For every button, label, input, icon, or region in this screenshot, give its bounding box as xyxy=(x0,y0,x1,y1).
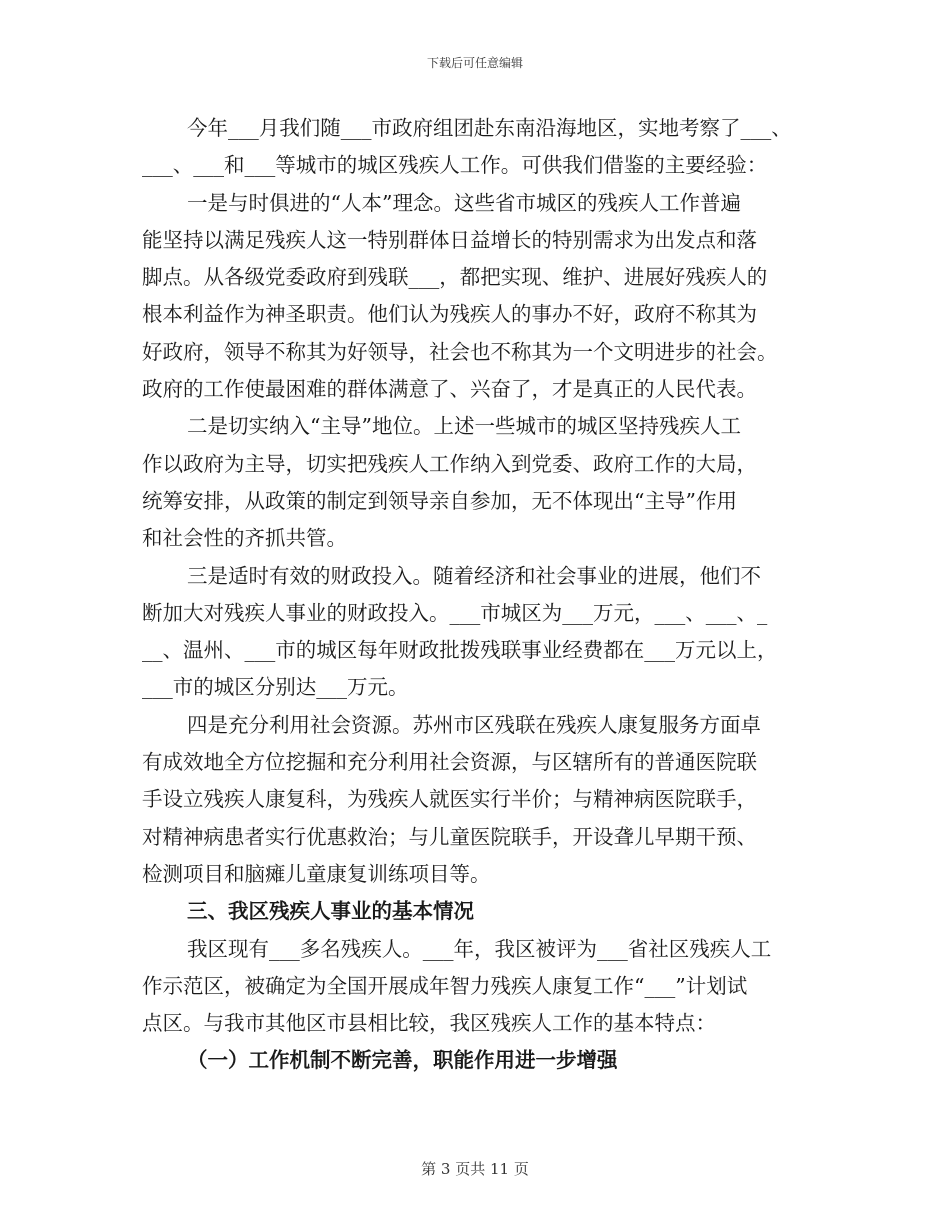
text-line: 作示范区，被确定为全国开展成年智力残疾人康复工作“___”计划试 xyxy=(142,973,748,998)
text-line: 四是充分利用社会资源。苏州市区残联在残疾人康复服务方面卓 xyxy=(187,712,761,737)
text-line: 统筹安排，从政策的制定到领导亲自参加，无不体现出“主导”作用 xyxy=(142,488,737,513)
text-line: 脚点。从各级党委政府到残联___，都把实现、维护、进展好残疾人的 xyxy=(142,265,768,290)
text-line: 断加大对残疾人事业的财政投入。___市城区为___万元，___、___、_ xyxy=(142,600,768,625)
text-line: ___、___和___等城市的城区残疾人工作。可供我们借鉴的主要经验： xyxy=(142,153,768,178)
text-line: 对精神病患者实行优惠救治；与儿童医院联手，开设聋儿早期干预、 xyxy=(142,824,757,849)
page-header: 下载后可任意编辑 xyxy=(426,56,523,70)
text-line: 检测项目和脑瘫儿童康复训练项目等。 xyxy=(142,861,491,886)
text-line: 能坚持以满足残疾人这一特别群体日益增长的特别需求为出发点和落 xyxy=(142,227,757,252)
text-line: 三是适时有效的财政投入。随着经济和社会事业的进展，他们不 xyxy=(187,563,761,588)
document-body xyxy=(142,110,807,1080)
text-line: 政府的工作使最困难的群体满意了、兴奋了，才是真正的人民代表。 xyxy=(142,377,757,402)
text-line: 我区现有___多名残疾人。___年，我区被评为___省社区残疾人工 xyxy=(187,936,772,961)
text-line: ___市的城区分别达___万元。 xyxy=(142,675,409,700)
text-line: 作以政府为主导，切实把残疾人工作纳入到党委、政府工作的大局， xyxy=(142,451,757,476)
text-line: 二是切实纳入“主导”地位。上述一些城市的城区坚持残疾人工 xyxy=(187,414,741,439)
text-line: 好政府，领导不称其为好领导，社会也不称其为一个文明进步的社会。 xyxy=(142,339,778,364)
text-line: 手设立残疾人康复科，为残疾人就医实行半价；与精神病医院联手， xyxy=(142,787,757,812)
section-heading: （一）工作机制不断完善，职能作用进一步增强 xyxy=(187,1048,618,1073)
text-line: 今年___月我们随___市政府组团赴东南沿海地区，实地考察了___、 xyxy=(187,116,792,140)
text-line: __、温州、___市的城区每年财政批拨残联事业经费都在___万元以上， xyxy=(142,638,778,663)
text-line: 根本利益作为神圣职责。他们认为残疾人的事办不好，政府不称其为 xyxy=(142,302,757,327)
page-footer: 第 3 页共 11 页 xyxy=(421,1160,529,1178)
text-line: 点区。与我市其他区市县相比较，我区残疾人工作的基本特点： xyxy=(142,1011,716,1036)
section-heading: 三、我区残疾人事业的基本情况 xyxy=(187,899,474,924)
text-line: 一是与时俱进的“人本”理念。这些省市城区的残疾人工作普遍 xyxy=(187,190,741,215)
text-line: 和社会性的齐抓共管。 xyxy=(142,526,347,551)
text-line: 有成效地全方位挖掘和充分利用社会资源，与区辖所有的普通医院联 xyxy=(142,750,757,775)
